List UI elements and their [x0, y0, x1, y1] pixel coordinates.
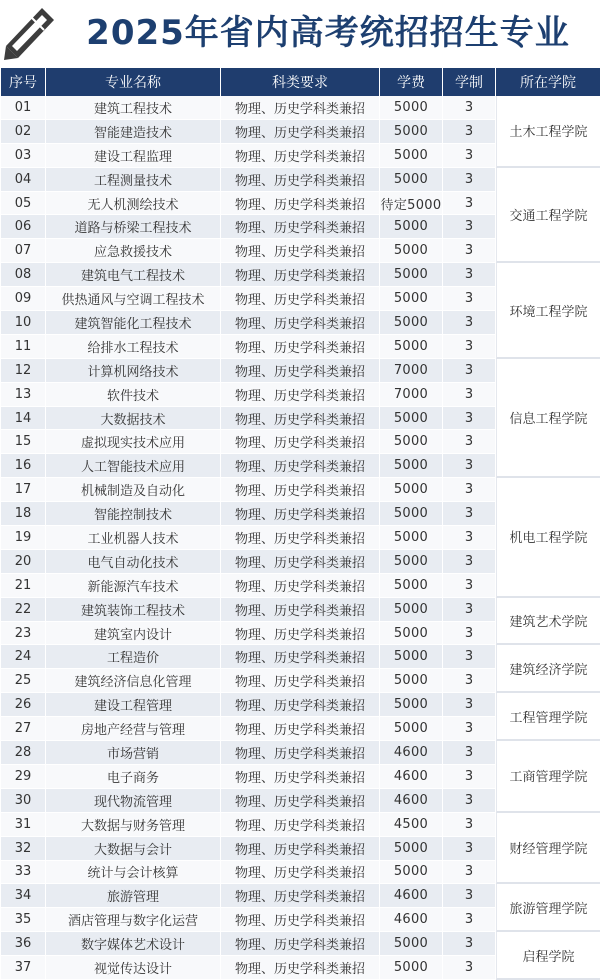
fee-cell: 5000 [380, 574, 442, 598]
requirement-cell: 物理、历史学科类兼招 [221, 215, 379, 239]
table-body [1, 96, 600, 980]
fee-cell: 5000 [380, 311, 442, 335]
major-name-cell: 现代物流管理 [46, 789, 220, 813]
index-cell: 05 [1, 192, 45, 216]
duration-cell: 3 [443, 359, 495, 383]
header-cell-requirement: 科类要求 [221, 68, 379, 96]
index-cell: 33 [1, 861, 45, 885]
requirement-cell: 物理、历史学科类兼招 [221, 669, 379, 693]
index-cell: 28 [1, 741, 45, 765]
index-cell: 36 [1, 932, 45, 956]
duration-cell: 3 [443, 861, 495, 885]
major-name-cell: 电气自动化技术 [46, 550, 220, 574]
major-name-cell: 大数据与财务管理 [46, 813, 220, 837]
index-cell: 01 [1, 96, 45, 120]
major-name-cell: 建筑装饰工程技术 [46, 598, 220, 622]
duration-cell: 3 [443, 669, 495, 693]
college-cell: 旅游管理学院 [496, 884, 600, 932]
duration-cell: 3 [443, 311, 495, 335]
fee-cell: 4600 [380, 908, 442, 932]
fee-cell: 5000 [380, 478, 442, 502]
major-name-cell: 道路与桥梁工程技术 [46, 215, 220, 239]
requirement-cell: 物理、历史学科类兼招 [221, 622, 379, 646]
fee-cell: 待定5000 [380, 192, 442, 216]
requirement-cell: 物理、历史学科类兼招 [221, 908, 379, 932]
requirement-cell: 物理、历史学科类兼招 [221, 789, 379, 813]
duration-cell: 3 [443, 263, 495, 287]
requirement-cell: 物理、历史学科类兼招 [221, 120, 379, 144]
index-cell: 17 [1, 478, 45, 502]
requirement-cell: 物理、历史学科类兼招 [221, 335, 379, 359]
college-cell: 土木工程学院 [496, 96, 600, 168]
fee-cell: 5000 [380, 287, 442, 311]
major-name-cell: 智能控制技术 [46, 502, 220, 526]
index-cell: 15 [1, 430, 45, 454]
major-name-cell: 供热通风与空调工程技术 [46, 287, 220, 311]
requirement-cell: 物理、历史学科类兼招 [221, 144, 379, 168]
requirement-cell: 物理、历史学科类兼招 [221, 96, 379, 120]
major-name-cell: 建筑室内设计 [46, 622, 220, 646]
major-name-cell: 房地产经营与管理 [46, 717, 220, 741]
requirement-cell: 物理、历史学科类兼招 [221, 884, 379, 908]
requirement-cell: 物理、历史学科类兼招 [221, 502, 379, 526]
fee-cell: 5000 [380, 407, 442, 431]
requirement-cell: 物理、历史学科类兼招 [221, 645, 379, 669]
major-name-cell: 旅游管理 [46, 884, 220, 908]
index-cell: 14 [1, 407, 45, 431]
table-row [1, 168, 600, 192]
fee-cell: 5000 [380, 837, 442, 861]
page-title: 2025年省内高考统招招生专业 [86, 13, 570, 53]
fee-cell: 7000 [380, 383, 442, 407]
header-cell-major: 专业名称 [46, 68, 220, 96]
index-cell: 13 [1, 383, 45, 407]
fee-cell: 5000 [380, 693, 442, 717]
index-cell: 18 [1, 502, 45, 526]
major-name-cell: 工业机器人技术 [46, 526, 220, 550]
duration-cell: 3 [443, 526, 495, 550]
fee-cell: 5000 [380, 335, 442, 359]
fee-cell: 5000 [380, 96, 442, 120]
major-name-cell: 建设工程监理 [46, 144, 220, 168]
index-cell: 31 [1, 813, 45, 837]
index-cell: 08 [1, 263, 45, 287]
index-cell: 12 [1, 359, 45, 383]
major-name-cell: 大数据技术 [46, 407, 220, 431]
header-cell-college: 所在学院 [496, 68, 600, 96]
index-cell: 34 [1, 884, 45, 908]
duration-cell: 3 [443, 717, 495, 741]
duration-cell: 3 [443, 550, 495, 574]
index-cell: 20 [1, 550, 45, 574]
index-cell: 06 [1, 215, 45, 239]
header-cell-fee: 学费 [380, 68, 442, 96]
fee-cell: 5000 [380, 168, 442, 192]
duration-cell: 3 [443, 884, 495, 908]
fee-cell: 4600 [380, 741, 442, 765]
duration-cell: 3 [443, 765, 495, 789]
major-name-cell: 软件技术 [46, 383, 220, 407]
duration-cell: 3 [443, 837, 495, 861]
index-cell: 19 [1, 526, 45, 550]
requirement-cell: 物理、历史学科类兼招 [221, 550, 379, 574]
page-header [0, 0, 600, 68]
index-cell: 27 [1, 717, 45, 741]
fee-cell: 4600 [380, 884, 442, 908]
duration-cell: 3 [443, 192, 495, 216]
major-name-cell: 酒店管理与数字化运营 [46, 908, 220, 932]
requirement-cell: 物理、历史学科类兼招 [221, 526, 379, 550]
fee-cell: 5000 [380, 861, 442, 885]
major-name-cell: 电子商务 [46, 765, 220, 789]
duration-cell: 3 [443, 96, 495, 120]
fee-cell: 5000 [380, 526, 442, 550]
requirement-cell: 物理、历史学科类兼招 [221, 574, 379, 598]
table-row [1, 96, 600, 120]
table-row [1, 645, 600, 669]
pencil-logo-icon [2, 2, 56, 62]
fee-cell: 5000 [380, 215, 442, 239]
index-cell: 16 [1, 454, 45, 478]
college-cell: 信息工程学院 [496, 359, 600, 478]
fee-cell: 5000 [380, 239, 442, 263]
requirement-cell: 物理、历史学科类兼招 [221, 239, 379, 263]
fee-cell: 5000 [380, 430, 442, 454]
requirement-cell: 物理、历史学科类兼招 [221, 192, 379, 216]
duration-cell: 3 [443, 622, 495, 646]
table-header-row [1, 68, 600, 96]
table-row [1, 741, 600, 765]
major-name-cell: 虚拟现实技术应用 [46, 430, 220, 454]
college-cell: 启程学院 [496, 932, 600, 980]
fee-cell: 5000 [380, 120, 442, 144]
requirement-cell: 物理、历史学科类兼招 [221, 861, 379, 885]
table-row [1, 359, 600, 383]
fee-cell: 5000 [380, 932, 442, 956]
major-name-cell: 给排水工程技术 [46, 335, 220, 359]
requirement-cell: 物理、历史学科类兼招 [221, 693, 379, 717]
fee-cell: 5000 [380, 645, 442, 669]
duration-cell: 3 [443, 144, 495, 168]
major-name-cell: 智能建造技术 [46, 120, 220, 144]
fee-cell: 7000 [380, 359, 442, 383]
duration-cell: 3 [443, 407, 495, 431]
duration-cell: 3 [443, 908, 495, 932]
requirement-cell: 物理、历史学科类兼招 [221, 359, 379, 383]
fee-cell: 5000 [380, 598, 442, 622]
duration-cell: 3 [443, 335, 495, 359]
duration-cell: 3 [443, 383, 495, 407]
college-cell: 建筑艺术学院 [496, 598, 600, 646]
fee-cell: 4500 [380, 813, 442, 837]
duration-cell: 3 [443, 478, 495, 502]
duration-cell: 3 [443, 454, 495, 478]
fee-cell: 4600 [380, 765, 442, 789]
index-cell: 22 [1, 598, 45, 622]
duration-cell: 3 [443, 645, 495, 669]
fee-cell: 5000 [380, 144, 442, 168]
major-name-cell: 视觉传达设计 [46, 956, 220, 980]
fee-cell: 5000 [380, 956, 442, 980]
major-name-cell: 新能源汽车技术 [46, 574, 220, 598]
header-cell-index: 序号 [1, 68, 45, 96]
major-name-cell: 市场营销 [46, 741, 220, 765]
duration-cell: 3 [443, 215, 495, 239]
requirement-cell: 物理、历史学科类兼招 [221, 168, 379, 192]
major-name-cell: 建筑智能化工程技术 [46, 311, 220, 335]
requirement-cell: 物理、历史学科类兼招 [221, 478, 379, 502]
index-cell: 07 [1, 239, 45, 263]
fee-cell: 5000 [380, 263, 442, 287]
major-name-cell: 工程测量技术 [46, 168, 220, 192]
college-cell: 建筑经济学院 [496, 645, 600, 693]
table-row [1, 478, 600, 502]
fee-cell: 5000 [380, 717, 442, 741]
index-cell: 35 [1, 908, 45, 932]
majors-table [0, 68, 600, 980]
table-row [1, 884, 600, 908]
duration-cell: 3 [443, 789, 495, 813]
requirement-cell: 物理、历史学科类兼招 [221, 813, 379, 837]
duration-cell: 3 [443, 430, 495, 454]
major-name-cell: 数字媒体艺术设计 [46, 932, 220, 956]
table-row [1, 932, 600, 956]
index-cell: 24 [1, 645, 45, 669]
major-name-cell: 建筑电气工程技术 [46, 263, 220, 287]
index-cell: 25 [1, 669, 45, 693]
fee-cell: 4600 [380, 789, 442, 813]
index-cell: 03 [1, 144, 45, 168]
duration-cell: 3 [443, 932, 495, 956]
fee-cell: 5000 [380, 669, 442, 693]
fee-cell: 5000 [380, 622, 442, 646]
fee-cell: 5000 [380, 454, 442, 478]
requirement-cell: 物理、历史学科类兼招 [221, 598, 379, 622]
duration-cell: 3 [443, 574, 495, 598]
header-cell-duration: 学制 [443, 68, 495, 96]
major-name-cell: 工程造价 [46, 645, 220, 669]
table-row [1, 813, 600, 837]
index-cell: 21 [1, 574, 45, 598]
index-cell: 04 [1, 168, 45, 192]
index-cell: 09 [1, 287, 45, 311]
requirement-cell: 物理、历史学科类兼招 [221, 287, 379, 311]
major-name-cell: 无人机测绘技术 [46, 192, 220, 216]
index-cell: 02 [1, 120, 45, 144]
fee-cell: 5000 [380, 502, 442, 526]
requirement-cell: 物理、历史学科类兼招 [221, 407, 379, 431]
college-cell: 环境工程学院 [496, 263, 600, 359]
major-name-cell: 机械制造及自动化 [46, 478, 220, 502]
major-name-cell: 人工智能技术应用 [46, 454, 220, 478]
college-cell: 财经管理学院 [496, 813, 600, 885]
requirement-cell: 物理、历史学科类兼招 [221, 932, 379, 956]
college-cell: 工商管理学院 [496, 741, 600, 813]
major-name-cell: 大数据与会计 [46, 837, 220, 861]
index-cell: 23 [1, 622, 45, 646]
duration-cell: 3 [443, 693, 495, 717]
college-cell: 工程管理学院 [496, 693, 600, 741]
major-name-cell: 建设工程管理 [46, 693, 220, 717]
table-row [1, 263, 600, 287]
requirement-cell: 物理、历史学科类兼招 [221, 741, 379, 765]
index-cell: 37 [1, 956, 45, 980]
index-cell: 26 [1, 693, 45, 717]
table-row [1, 598, 600, 622]
requirement-cell: 物理、历史学科类兼招 [221, 956, 379, 980]
major-name-cell: 应急救援技术 [46, 239, 220, 263]
requirement-cell: 物理、历史学科类兼招 [221, 430, 379, 454]
major-name-cell: 统计与会计核算 [46, 861, 220, 885]
major-name-cell: 建筑经济信息化管理 [46, 669, 220, 693]
duration-cell: 3 [443, 598, 495, 622]
duration-cell: 3 [443, 239, 495, 263]
duration-cell: 3 [443, 120, 495, 144]
college-cell: 交通工程学院 [496, 168, 600, 264]
table-row [1, 693, 600, 717]
duration-cell: 3 [443, 168, 495, 192]
index-cell: 29 [1, 765, 45, 789]
duration-cell: 3 [443, 813, 495, 837]
index-cell: 32 [1, 837, 45, 861]
index-cell: 10 [1, 311, 45, 335]
index-cell: 11 [1, 335, 45, 359]
fee-cell: 5000 [380, 550, 442, 574]
requirement-cell: 物理、历史学科类兼招 [221, 765, 379, 789]
major-name-cell: 建筑工程技术 [46, 96, 220, 120]
duration-cell: 3 [443, 741, 495, 765]
college-cell: 机电工程学院 [496, 478, 600, 597]
duration-cell: 3 [443, 287, 495, 311]
requirement-cell: 物理、历史学科类兼招 [221, 717, 379, 741]
requirement-cell: 物理、历史学科类兼招 [221, 454, 379, 478]
requirement-cell: 物理、历史学科类兼招 [221, 383, 379, 407]
requirement-cell: 物理、历史学科类兼招 [221, 311, 379, 335]
requirement-cell: 物理、历史学科类兼招 [221, 837, 379, 861]
major-name-cell: 计算机网络技术 [46, 359, 220, 383]
duration-cell: 3 [443, 502, 495, 526]
index-cell: 30 [1, 789, 45, 813]
duration-cell: 3 [443, 956, 495, 980]
requirement-cell: 物理、历史学科类兼招 [221, 263, 379, 287]
